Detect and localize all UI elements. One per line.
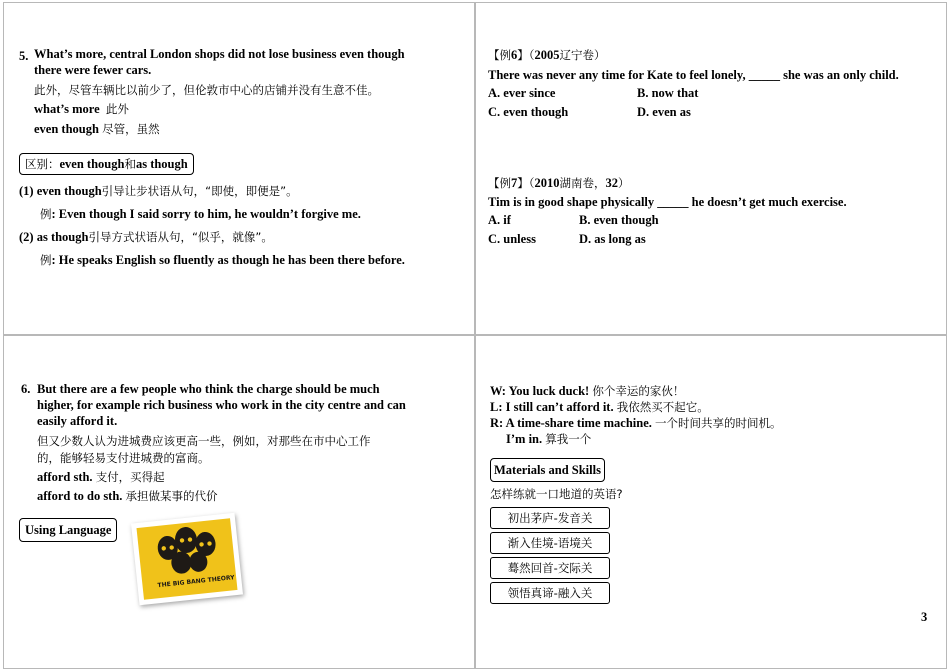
bracket-mid: 】（	[517, 48, 535, 62]
translation-line-1: 但又少数人认为进城费应该更高一些，例如，对那些在市中心工作	[37, 434, 371, 448]
question-6: There was never any time for Kate to feel lonely, _____ she was an only child.	[488, 68, 899, 82]
question-7: Tim is in good shape physically _____ he doesn’t get much exercise.	[488, 195, 847, 209]
poster-image	[131, 513, 243, 605]
dialogue-line-w	[490, 383, 684, 399]
sentence-line-1: But there are a few people who think the charge should be much	[37, 382, 380, 396]
term: even though	[36, 184, 102, 198]
stage-box-2: 渐入佳境-语境关	[490, 532, 610, 554]
term: as though	[36, 230, 89, 244]
example-sentence-1	[40, 206, 361, 222]
phrase-en: what’s more	[34, 102, 100, 116]
dialogue-en: W: You luck duck!	[490, 384, 590, 398]
sentence-line-2: higher, for example rich business who work in the city centre and can	[37, 398, 406, 412]
big-bang-theory-poster	[131, 513, 243, 605]
example-number: 7	[511, 176, 518, 190]
translation-line: 此外，尽管车辆比以前少了，但伦敦市中心的店铺并没有生意不佳。	[34, 83, 379, 97]
bracket-close: ）	[618, 176, 630, 190]
exam-year: 2005	[534, 48, 560, 62]
example-text: : Even though I said sorry to him, he wouldn’t forgive me.	[51, 207, 361, 221]
dialogue-line-l	[490, 399, 709, 415]
materials-skills-box: Materials and Skills	[490, 458, 605, 482]
option-7d: D. as long as	[579, 232, 646, 246]
bracket-open: 【例	[488, 176, 511, 190]
phrase-afford-to-do	[37, 488, 218, 504]
page-number: 3	[921, 610, 928, 624]
sentence-line-2: there were fewer cars.	[34, 63, 152, 77]
box-label: 区别：	[25, 157, 60, 171]
usage-desc: 引导方式状语从句，“似乎，就像”。	[88, 230, 273, 244]
usage-item-1	[19, 183, 298, 199]
phrase-en: even though	[34, 122, 99, 136]
example-sentence-2	[40, 252, 405, 268]
phrase-zh: 尽管，虽然	[102, 122, 160, 136]
stage-box-1: 初出茅庐-发音关	[490, 507, 610, 529]
usage-desc: 引导让步状语从句，“即使，即便是”。	[101, 184, 298, 198]
example-text: : He speaks English so fluently as though he has been there before.	[51, 253, 405, 267]
poster-title: THE BIG BANG THEORY	[157, 574, 235, 590]
translation-line-2: 的，能够轻易支付进城费的富商。	[37, 451, 210, 465]
dialogue-zh: 算我一个	[545, 432, 592, 446]
option-7c: C. unless	[488, 232, 536, 246]
example-7-header	[488, 175, 630, 191]
phrase-zh: 此外	[105, 102, 129, 116]
option-7b: B. even though	[579, 213, 659, 227]
phrase-afford-sth	[37, 469, 165, 485]
slide-panel-4	[475, 335, 947, 669]
example-6-header	[488, 47, 606, 63]
box-term-2: as though	[135, 157, 188, 171]
dialogue-line-in	[506, 431, 591, 447]
dialogue-en: I’m in.	[506, 432, 543, 446]
phrase-en: afford to do sth.	[37, 489, 123, 503]
using-language-box: Using Language	[19, 518, 117, 542]
option-6a: A. ever since	[488, 86, 556, 100]
dialogue-en: L: I still can’t afford it.	[490, 400, 614, 414]
dialogue-zh: 我依然买不起它。	[616, 400, 709, 414]
bracket-open: 【例	[488, 48, 511, 62]
phrase-zh: 支付，买得起	[95, 470, 165, 484]
example-number: 6	[511, 48, 518, 62]
sentence-line-1: What’s more, central London shops did not lose business even though	[34, 47, 405, 61]
exam-year: 2010	[534, 176, 560, 190]
item-num: (2)	[19, 230, 34, 244]
item-number: 5.	[19, 49, 29, 63]
box-and: 和	[124, 157, 136, 171]
example-label: 例	[40, 253, 52, 267]
dialogue-zh: 你个幸运的家伙！	[592, 384, 685, 398]
question-number: 32	[605, 176, 618, 190]
how-to-question: 怎样练就一口地道的英语?	[490, 487, 623, 501]
option-6c: C. even though	[488, 105, 569, 119]
difference-box	[19, 153, 194, 175]
stage-box-3: 蓦然回首-交际关	[490, 557, 610, 579]
item-number: 6.	[21, 382, 31, 396]
option-6b: B. now that	[637, 86, 699, 100]
exam-source: 辽宁卷）	[559, 48, 606, 62]
phrase-whats-more	[34, 101, 129, 117]
sentence-line-3: easily afford it.	[37, 414, 118, 428]
slide-panel-1	[3, 2, 475, 335]
dialogue-en: R: A time-share time machine.	[490, 416, 652, 430]
phrase-even-though	[34, 121, 160, 137]
slide-panel-2	[475, 2, 947, 335]
stage-box-4: 领悟真谛-融入关	[490, 582, 610, 604]
option-6d: D. even as	[637, 105, 691, 119]
box-term-1: even though	[59, 157, 125, 171]
usage-item-2	[19, 229, 273, 245]
dialogue-zh: 一个时间共享的时间机。	[655, 416, 782, 430]
phrase-zh: 承担做某事的代价	[125, 489, 218, 503]
exam-source: 湖南卷，	[559, 176, 606, 190]
slide-panel-3	[3, 335, 475, 669]
dialogue-line-r	[490, 415, 782, 431]
item-num: (1)	[19, 184, 34, 198]
phrase-en: afford sth.	[37, 470, 93, 484]
option-7a: A. if	[488, 213, 511, 227]
example-label: 例	[40, 207, 52, 221]
bracket-mid: 】（	[517, 176, 535, 190]
